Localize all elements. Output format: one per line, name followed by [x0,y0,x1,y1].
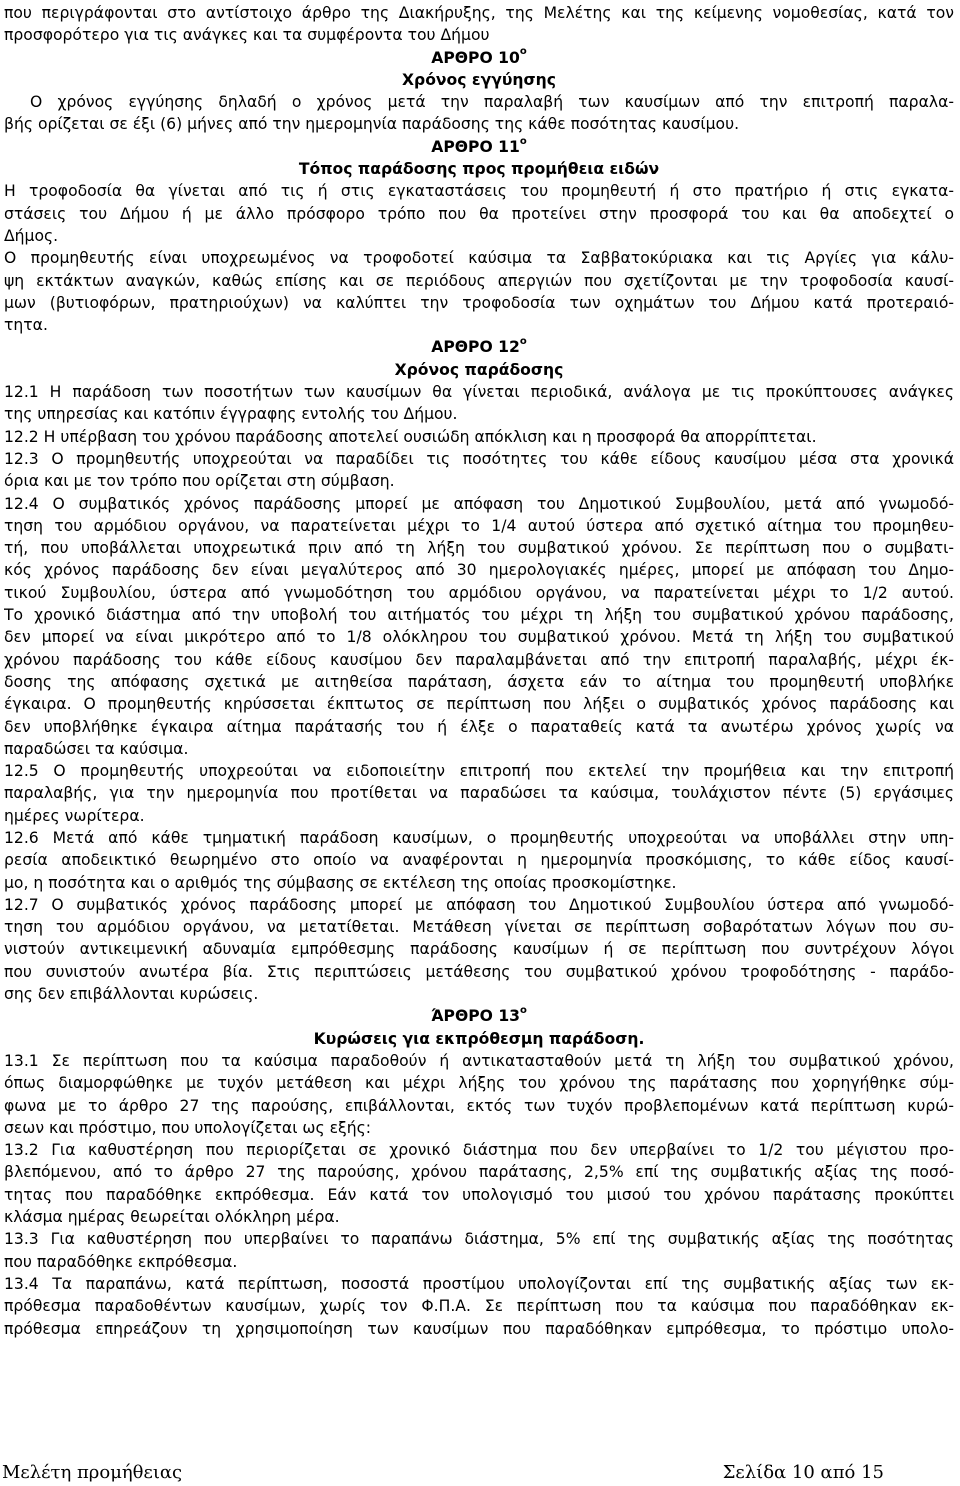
line-text: Τόπος παράδοσης προς προμήθεια ειδών [298,160,660,179]
text-line [4,916,954,938]
text-line [4,403,954,425]
text-line [4,604,954,626]
ordinal-superscript: ο [519,336,527,348]
text-line [4,426,954,448]
text-line [4,470,954,492]
text-line [4,292,954,314]
text-line [4,537,954,559]
line-text: που συνιστούν ανωτέρα βία. Στις περιπτώσεις μετάθεσης του συμβατικού χρόνου τροφοδότησης - παράδο- [4,962,954,981]
line-text: Χρόνος παράδοσης [394,360,564,379]
line-text: ΑΡΘΡΟ 12 [431,338,520,357]
line-text: δοσης της απόφασης σχετικά με αιτηθείσα παράταση, άσχετα εάν το αίτημα του προμηθευτή υποβλήκε [4,672,954,691]
line-text: προσφορότερο για τις ανάγκες και τα συμφέροντα του Δήμου [4,26,490,45]
text-line [4,113,954,135]
article-title [4,1028,954,1050]
line-text: 12.5 Ο προμηθευτής υποχρεούται να ειδοποιείτην επιτροπή που εκτελεί την προμήθεια και την επιτροπή [4,762,954,781]
article-title [4,158,954,180]
line-text: τηση του αρμόδιου οργάνου, να παρατείνεται μέχρι το 1/4 αυτού ύστερα από σχετικό αίτημα του προμηθευ- [4,516,954,535]
footer-page-number: Σελίδα 10 από 15 [722,1462,884,1483]
line-text: παραδώσει τα καύσιμα. [4,739,189,758]
text-line [4,894,954,916]
line-text: Ο χρόνος εγγύησης δηλαδή ο χρόνος μετά την παραλαβή των καυσίμων από την επιτροπή παραλα- [30,93,954,112]
line-text: ψη εκτάκτων αναγκών, καθώς επίσης και σε περιόδους απεργιών που σχετίζονται με την τροφοδοσία καυσί- [4,271,954,290]
text-line [4,738,954,760]
line-text: νιστούν αντικειμενική αδυναμία εμπρόθεσμης παράδοσης καυσίμων ή σε περίπτωση που συντρέχουν λόγοι [4,940,954,959]
text-line [4,693,954,715]
text-line [4,872,954,894]
text-line [4,1184,954,1206]
line-text: που περιγράφονται στο αντίστοιχο άρθρο της Διακήρυξης, της Μελέτης και της κείμενης νομοθεσίας, κατά τον [4,4,954,22]
line-text: τητας που παραδόθηκε εκπρόθεσμα. Εάν κατά τον υπολογισμό του μισού του χρόνου παράτασης προκύπτει [4,1185,954,1204]
text-line [4,1050,954,1072]
text-line [4,247,954,269]
line-text: 12.7 Ο συμβατικός χρόνος παράδοσης μπορεί με απόφαση του Δημοτικού Συμβουλίου ύστερα από γνωμοδό- [4,895,954,914]
text-line [4,649,954,671]
line-text: που παραδόθηκε εκπρόθεσμα. [4,1252,238,1271]
text-line [4,1206,954,1228]
text-line [4,270,954,292]
ordinal-superscript: ο [519,46,527,58]
text-line [4,827,954,849]
text-line [4,582,954,604]
line-text: σης δεν επιβάλλονται κυρώσεις. [4,985,259,1004]
text-line [4,180,954,202]
line-text: 12.1 Η παράδοση των ποσοτήτων των καυσίμων θα γίνεται περιοδικά, ανάλογα με τις προκύπτουσες ανάγκες [4,383,954,402]
line-text: βλεπόμενου, από το άρθρο 27 της παρούσης, χρόνου παράτασης, 2,5% επί της συμβατικής αξίας της ποσό- [4,1163,954,1182]
line-text: πρόθεσμα επηρεάζουν τη χρησιμοποίηση των καυσίμων που παραδόθηκαν εμπρόθεσμα, το πρόστιμο υπολο- [4,1319,954,1338]
text-line [4,626,954,648]
line-text: τή, που υποβάλλεται υποχρεωτικά πριν από τη λήξη του συμβατικού χρόνου. Σε περίπτωση που ο συμβατι- [4,539,954,558]
text-line [4,515,954,537]
line-text: τικού Συμβουλίου, ύστερα από γνωμοδότηση του αρμόδιου οργάνου, να παρατείνεται μέχρι το 1/2 αυτού. [4,583,954,602]
line-text: όπως διαμορφώθηκε με τυχόν μετάθεση και μέχρι λήξης του χρόνου της παράτασης που χορηγήθηκε σύμ- [4,1074,954,1093]
ordinal-superscript: ο [520,1005,527,1017]
line-text: χρόνου παράδοσης του κάθε είδους καυσίμου δεν παραλαμβάνεται από την επιτροπή παραλαβής, μέχρι έκ- [4,650,954,669]
line-text: Το χρονικό διάστημα από την υποβολή του αιτήματός του μέχρι τη λήξη του συμβατικού χρόνου παράδοσης, [4,606,954,625]
text-line [4,849,954,871]
text-line [4,782,954,804]
line-text: πρόθεσμα παραδοθέντων καυσίμων, χωρίς τον Φ.Π.Α. Σε περίπτωση που τα καύσιμα που παραδόθηκαν εκ- [4,1297,954,1316]
text-line [4,983,954,1005]
text-line [4,961,954,983]
text-line [4,1295,954,1317]
line-text: Χρόνος εγγύησης [402,70,556,89]
text-line [4,671,954,693]
line-text: φωνα με το άρθρο 27 της παρούσης, επιβάλλονται, εκτός των τυχόν προβλεπομένων κατά περίπτωση κυρώ- [4,1096,954,1115]
line-text: δεν υποβλήθηκε έγκαιρα αίτημα παράτασής του ή έλξε ο παραταθείς κατά τα ανωτέρω χρόνος χωρίς να [4,717,954,736]
text-line [4,938,954,960]
text-line [4,314,954,336]
text-line [4,716,954,738]
document-body [4,2,954,1340]
line-text: βής ορίζεται σε έξι (6) μήνες από την ημερομηνία παράδοσης της κάθε ποσότητας καυσίμου. [4,115,740,134]
text-line [4,1095,954,1117]
text-line [4,381,954,403]
line-text: 13.1 Σε περίπτωση που τα καύσιμα παραδοθούν ή αντικατασταθούν μετά τη λήξη του συμβατικού χρόνου, [4,1051,954,1070]
line-text: της υπηρεσίας και κατόπιν έγγραφης εντολής του Δήμου. [4,405,458,424]
line-text: κός χρόνος παράδοσης δεν είναι μεγαλύτερος από 30 ημερολογιακές ημέρες, μπορεί με απόφαση του Δημο- [4,561,954,580]
line-text: 13.4 Τα παραπάνω, κατά περίπτωση, ποσοστά προστίμου υπολογίζονται επί της συμβατικής αξίας των εκ- [4,1274,954,1293]
text-line [4,91,954,113]
text-line [4,24,954,46]
line-text: παραλαβής, για την ημερομηνία που προτίθεται να παραδώσει τα καύσιμα, τουλάχιστον πέντε (5) εργάσιμες [4,784,954,803]
article-title [4,69,954,91]
text-line [4,1139,954,1161]
text-line [4,1072,954,1094]
line-text: τητα. [4,316,48,335]
text-line [4,1318,954,1340]
line-text: 13.3 Για καθυστέρηση που υπερβαίνει το παραπάνω διάστημα, 5% επί της συμβατικής αξίας της ποσότητας [4,1230,954,1249]
line-text: 12.4 Ο συμβατικός χρόνος παράδοσης μπορεί με απόφαση του Δημοτικού Συμβουλίου, μετά από γνωμοδό- [4,494,954,513]
text-line [4,1273,954,1295]
text-line [4,805,954,827]
line-text: ΑΡΘΡΟ 10 [431,48,520,67]
text-line [4,493,954,515]
text-line [4,2,954,24]
line-text: ΑΡΘΡΟ 11 [431,137,520,156]
article-heading [4,1005,954,1027]
article-heading [4,336,954,358]
footer-document-title: Μελέτη προμήθειας [2,1462,183,1483]
line-text: μων (βυτιοφόρων, πρατηριούχων) να καλύπτει την τροφοδοσία των οχημάτων του Δήμου κατά προτεραιό- [4,293,954,312]
line-text: Δήμος. [4,226,59,245]
text-line [4,1117,954,1139]
article-heading [4,136,954,158]
line-text: Ο προμηθευτής είναι υποχρεωμένος να τροφοδοτεί καύσιμα τα Σαββατοκύριακα και τις Αργίες για κάλυ- [4,249,954,268]
line-text: δεν μπορεί να είναι μικρότερο από το 1/8 ολόκληρου του συμβατικού χρόνου. Μετά τη λήξη του συμβατικού [4,628,954,647]
text-line [4,225,954,247]
line-text: στάσεις του Δήμου ή με άλλο πρόσφορο τρόπο που θα προτείνει στην προσφορά του και θα αποδεχτεί ο [4,204,954,223]
line-text: 12.6 Μετά από κάθε τμηματική παράδοση καυσίμων, ο προμηθευτής υποχρεούται να υποβάλλει στην υπη- [4,828,954,847]
line-text: 13.2 Για καθυστέρηση που περιορίζεται σε χρονικό διάστημα που δεν υπερβαίνει το 1/2 του μέγιστου προ- [4,1141,954,1160]
text-line [4,203,954,225]
ordinal-superscript: ο [519,135,527,147]
text-line [4,1251,954,1273]
article-title [4,359,954,381]
article-heading [4,47,954,69]
line-text: ημέρες νωρίτερα. [4,806,145,825]
line-text: όρια και με τον τρόπο που ορίζεται στη σύμβαση. [4,472,395,491]
line-text: ρεσία αποδεικτικό θεωρημένο στο οποίο να αναφέρονται η ημερομηνία προσκόμισης, το κάθε είδος καυσί- [4,851,954,870]
text-line [4,448,954,470]
line-text: μο, η ποσότητα και ο αριθμός της σύμβασης σε εκτέλεση της οποίας προσκομίστηκε. [4,873,677,892]
text-line [4,559,954,581]
line-text: Κυρώσεις για εκπρόθεσμη παράδοση. [313,1029,645,1048]
text-line [4,1228,954,1250]
text-line [4,760,954,782]
line-text: σεων και πρόστιμο, που υπολογίζεται ως εξής: [4,1118,372,1137]
text-line [4,1161,954,1183]
line-text: 12.2 Η υπέρβαση του χρόνου παράδοσης αποτελεί ουσιώδη απόκλιση και η προσφορά θα απορρίπτεται. [4,427,817,446]
line-text: Η τροφοδοσία θα γίνεται από τις ή στις εγκαταστάσεις του προμηθευτή ή στο πρατήριο ή στις εγκατα- [4,182,954,201]
line-text: ΆΡΘΡΟ 13 [431,1007,521,1026]
page-footer [2,1461,884,1485]
line-text: τηση του αρμόδιου οργάνου, να μετατίθεται. Μετάθεση γίνεται σε περίπτωση σοβαρότατων λόγων που συ- [4,918,954,937]
line-text: κλάσμα ημέρας θεωρείται ολόκληρη μέρα. [4,1208,340,1227]
line-text: έγκαιρα. Ο προμηθευτής κηρύσσεται έκπτωτος σε περίπτωση που λήξει ο συμβατικός χρόνος παράδοσης και [4,695,954,714]
line-text: 12.3 Ο προμηθευτής υποχρεούται να παραδίδει τις ποσότητες του κάθε είδους καυσίμου μέσα στα χρονικά [4,449,954,468]
